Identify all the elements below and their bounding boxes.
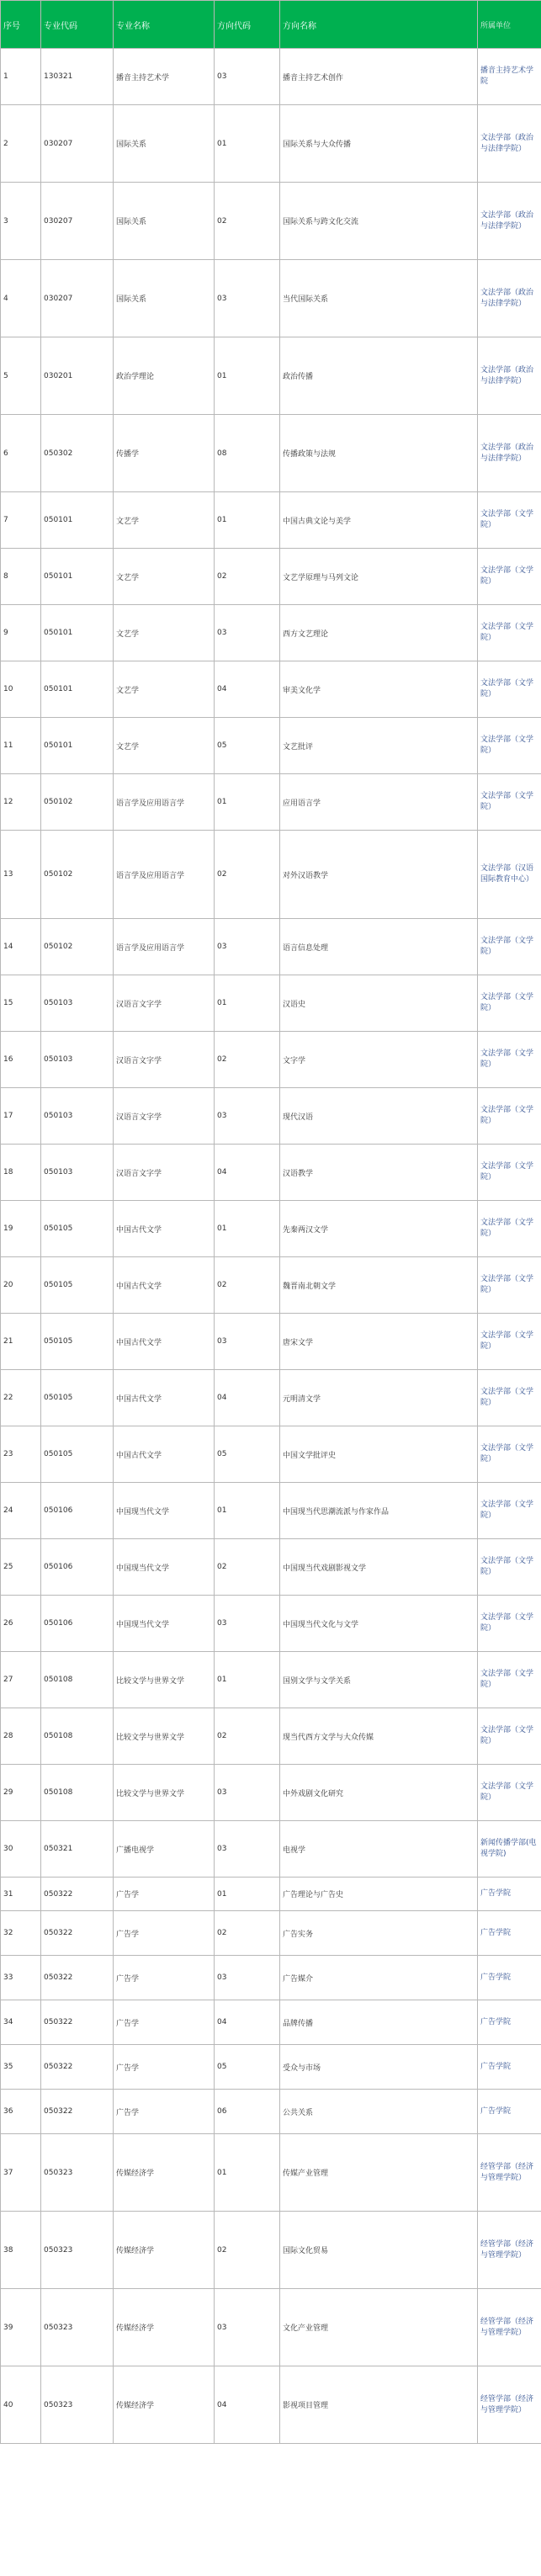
cell-unit: 文法学部（政治与法律学院） bbox=[478, 260, 541, 337]
cell-direction-code: 02 bbox=[215, 2212, 280, 2289]
cell-major-name: 文艺学 bbox=[114, 549, 215, 605]
cell-seq: 17 bbox=[1, 1088, 41, 1145]
cell-direction-code: 03 bbox=[215, 1765, 280, 1821]
cell-major-code: 050101 bbox=[41, 549, 114, 605]
cell-major-code: 030207 bbox=[41, 183, 114, 260]
cell-seq: 20 bbox=[1, 1257, 41, 1314]
cell-direction-name: 传播政策与法规 bbox=[280, 415, 478, 492]
cell-major-code: 050322 bbox=[41, 2090, 114, 2134]
cell-direction-code: 05 bbox=[215, 1426, 280, 1483]
cell-seq: 23 bbox=[1, 1426, 41, 1483]
cell-major-code: 050101 bbox=[41, 605, 114, 661]
cell-unit: 广告学院 bbox=[478, 2045, 541, 2090]
cell-unit: 文法学部（文学院） bbox=[478, 1483, 541, 1539]
cell-seq: 4 bbox=[1, 260, 41, 337]
cell-direction-name: 公共关系 bbox=[280, 2090, 478, 2134]
cell-direction-code: 06 bbox=[215, 2090, 280, 2134]
cell-unit: 文法学部（文学院） bbox=[478, 1765, 541, 1821]
cell-direction-code: 04 bbox=[215, 2000, 280, 2045]
cell-major-name: 比较文学与世界文学 bbox=[114, 1708, 215, 1765]
cell-major-code: 050323 bbox=[41, 2212, 114, 2289]
cell-major-name: 国际关系 bbox=[114, 105, 215, 183]
cell-direction-name: 西方文艺理论 bbox=[280, 605, 478, 661]
cell-unit: 广告学院 bbox=[478, 2090, 541, 2134]
cell-major-code: 050106 bbox=[41, 1596, 114, 1652]
cell-direction-name: 文字学 bbox=[280, 1032, 478, 1088]
cell-major-code: 050321 bbox=[41, 1821, 114, 1878]
table-row bbox=[1, 1539, 541, 1596]
cell-unit: 广告学院 bbox=[478, 1911, 541, 1956]
table-row bbox=[1, 337, 541, 415]
cell-major-code: 050103 bbox=[41, 1145, 114, 1201]
cell-seq: 9 bbox=[1, 605, 41, 661]
cell-major-code: 030207 bbox=[41, 260, 114, 337]
table-row bbox=[1, 2134, 541, 2212]
cell-direction-name: 国际关系与跨文化交流 bbox=[280, 183, 478, 260]
cell-direction-name: 传媒产业管理 bbox=[280, 2134, 478, 2212]
cell-seq: 10 bbox=[1, 661, 41, 718]
cell-major-code: 050322 bbox=[41, 1956, 114, 2000]
cell-direction-code: 03 bbox=[215, 1596, 280, 1652]
cell-direction-name: 现代汉语 bbox=[280, 1088, 478, 1145]
cell-unit: 广告学院 bbox=[478, 2000, 541, 2045]
cell-seq: 40 bbox=[1, 2366, 41, 2444]
cell-major-code: 050323 bbox=[41, 2289, 114, 2366]
cell-major-code: 050108 bbox=[41, 1708, 114, 1765]
cell-direction-code: 04 bbox=[215, 1370, 280, 1426]
cell-direction-code: 01 bbox=[215, 975, 280, 1032]
cell-direction-name: 电视学 bbox=[280, 1821, 478, 1878]
cell-major-code: 050108 bbox=[41, 1652, 114, 1708]
cell-major-name: 传媒经济学 bbox=[114, 2212, 215, 2289]
cell-unit: 文法学部（文学院） bbox=[478, 661, 541, 718]
cell-unit: 经管学部（经济与管理学院） bbox=[478, 2289, 541, 2366]
cell-major-code: 050105 bbox=[41, 1426, 114, 1483]
cell-seq: 27 bbox=[1, 1652, 41, 1708]
cell-seq: 6 bbox=[1, 415, 41, 492]
cell-major-name: 文艺学 bbox=[114, 718, 215, 774]
cell-major-name: 传媒经济学 bbox=[114, 2289, 215, 2366]
cell-direction-name: 先秦两汉文学 bbox=[280, 1201, 478, 1257]
cell-major-name: 汉语言文字学 bbox=[114, 1032, 215, 1088]
cell-direction-code: 01 bbox=[215, 1652, 280, 1708]
cell-major-code: 050105 bbox=[41, 1257, 114, 1314]
cell-direction-code: 01 bbox=[215, 1201, 280, 1257]
cell-direction-name: 现当代西方文学与大众传媒 bbox=[280, 1708, 478, 1765]
cell-major-name: 文艺学 bbox=[114, 492, 215, 549]
cell-seq: 13 bbox=[1, 831, 41, 919]
cell-direction-name: 元明清文学 bbox=[280, 1370, 478, 1426]
cell-unit: 文法学部（文学院） bbox=[478, 1596, 541, 1652]
table-row bbox=[1, 415, 541, 492]
cell-unit: 文法学部（文学院） bbox=[478, 774, 541, 831]
cell-major-code: 050106 bbox=[41, 1539, 114, 1596]
table-row bbox=[1, 1911, 541, 1956]
table-row bbox=[1, 492, 541, 549]
table-row bbox=[1, 718, 541, 774]
cell-unit: 文法学部（文学院） bbox=[478, 492, 541, 549]
cell-seq: 14 bbox=[1, 919, 41, 975]
cell-direction-code: 03 bbox=[215, 919, 280, 975]
cell-major-code: 050102 bbox=[41, 774, 114, 831]
cell-direction-code: 03 bbox=[215, 2289, 280, 2366]
cell-direction-code: 03 bbox=[215, 260, 280, 337]
cell-direction-name: 受众与市场 bbox=[280, 2045, 478, 2090]
cell-major-code: 050103 bbox=[41, 975, 114, 1032]
cell-major-name: 汉语言文字学 bbox=[114, 1145, 215, 1201]
cell-unit: 文法学部（文学院） bbox=[478, 1314, 541, 1370]
table-row bbox=[1, 975, 541, 1032]
cell-major-code: 130321 bbox=[41, 49, 114, 105]
cell-direction-code: 01 bbox=[215, 2134, 280, 2212]
header-direction-code: 方向代码 bbox=[215, 1, 280, 49]
cell-seq: 32 bbox=[1, 1911, 41, 1956]
cell-seq: 11 bbox=[1, 718, 41, 774]
cell-direction-name: 国际文化贸易 bbox=[280, 2212, 478, 2289]
cell-major-code: 050322 bbox=[41, 1878, 114, 1911]
table-row bbox=[1, 1956, 541, 2000]
cell-unit: 文法学部（文学院） bbox=[478, 1539, 541, 1596]
cell-unit: 文法学部（文学院） bbox=[478, 1145, 541, 1201]
cell-direction-name: 文化产业管理 bbox=[280, 2289, 478, 2366]
cell-unit: 文法学部（文学院） bbox=[478, 718, 541, 774]
cell-major-code: 030201 bbox=[41, 337, 114, 415]
cell-unit: 文法学部（文学院） bbox=[478, 549, 541, 605]
cell-major-name: 比较文学与世界文学 bbox=[114, 1652, 215, 1708]
cell-unit: 文法学部（文学院） bbox=[478, 1032, 541, 1088]
cell-seq: 7 bbox=[1, 492, 41, 549]
table-row bbox=[1, 2000, 541, 2045]
table-row bbox=[1, 105, 541, 183]
cell-unit: 经管学部（经济与管理学院） bbox=[478, 2212, 541, 2289]
cell-major-name: 中国古代文学 bbox=[114, 1201, 215, 1257]
cell-major-code: 050106 bbox=[41, 1483, 114, 1539]
cell-seq: 21 bbox=[1, 1314, 41, 1370]
cell-major-name: 广告学 bbox=[114, 1956, 215, 2000]
cell-unit: 文法学部（文学院） bbox=[478, 1652, 541, 1708]
cell-seq: 25 bbox=[1, 1539, 41, 1596]
cell-seq: 31 bbox=[1, 1878, 41, 1911]
cell-major-code: 030207 bbox=[41, 105, 114, 183]
cell-major-name: 比较文学与世界文学 bbox=[114, 1765, 215, 1821]
cell-unit: 广告学院 bbox=[478, 1956, 541, 2000]
cell-major-code: 050302 bbox=[41, 415, 114, 492]
table-row bbox=[1, 1596, 541, 1652]
table-row bbox=[1, 49, 541, 105]
cell-unit: 文法学部（政治与法律学院） bbox=[478, 183, 541, 260]
cell-direction-name: 当代国际关系 bbox=[280, 260, 478, 337]
cell-major-code: 050105 bbox=[41, 1370, 114, 1426]
cell-direction-name: 文艺批评 bbox=[280, 718, 478, 774]
cell-direction-name: 对外汉语教学 bbox=[280, 831, 478, 919]
table-row bbox=[1, 605, 541, 661]
cell-direction-name: 政治传播 bbox=[280, 337, 478, 415]
cell-unit: 经管学部（经济与管理学院） bbox=[478, 2366, 541, 2444]
table-row bbox=[1, 661, 541, 718]
cell-major-code: 050323 bbox=[41, 2134, 114, 2212]
cell-unit: 新闻传播学部(电视学院) bbox=[478, 1821, 541, 1878]
cell-direction-code: 02 bbox=[215, 1708, 280, 1765]
cell-seq: 37 bbox=[1, 2134, 41, 2212]
cell-unit: 文法学部（汉语国际教育中心） bbox=[478, 831, 541, 919]
cell-direction-name: 中国现当代文化与文学 bbox=[280, 1596, 478, 1652]
cell-major-name: 广告学 bbox=[114, 2045, 215, 2090]
cell-major-name: 中国古代文学 bbox=[114, 1257, 215, 1314]
cell-major-name: 中国现当代文学 bbox=[114, 1483, 215, 1539]
cell-seq: 36 bbox=[1, 2090, 41, 2134]
cell-direction-code: 02 bbox=[215, 549, 280, 605]
table-row bbox=[1, 260, 541, 337]
cell-major-name: 广告学 bbox=[114, 1911, 215, 1956]
cell-direction-code: 01 bbox=[215, 1878, 280, 1911]
cell-direction-code: 03 bbox=[215, 1314, 280, 1370]
cell-unit: 文法学部（政治与法律学院） bbox=[478, 337, 541, 415]
cell-major-name: 中国现当代文学 bbox=[114, 1539, 215, 1596]
cell-seq: 30 bbox=[1, 1821, 41, 1878]
table-row bbox=[1, 2289, 541, 2366]
cell-major-code: 050101 bbox=[41, 718, 114, 774]
cell-major-name: 文艺学 bbox=[114, 661, 215, 718]
cell-direction-code: 04 bbox=[215, 1145, 280, 1201]
cell-seq: 39 bbox=[1, 2289, 41, 2366]
cell-major-code: 050322 bbox=[41, 2045, 114, 2090]
cell-unit: 播音主持艺术学院 bbox=[478, 49, 541, 105]
cell-direction-code: 02 bbox=[215, 183, 280, 260]
cell-unit: 文法学部（文学院） bbox=[478, 605, 541, 661]
cell-direction-code: 02 bbox=[215, 831, 280, 919]
cell-direction-name: 广告实务 bbox=[280, 1911, 478, 1956]
cell-seq: 12 bbox=[1, 774, 41, 831]
cell-major-name: 语言学及应用语言学 bbox=[114, 774, 215, 831]
cell-seq: 34 bbox=[1, 2000, 41, 2045]
cell-direction-name: 播音主持艺术创作 bbox=[280, 49, 478, 105]
cell-unit: 文法学部（文学院） bbox=[478, 1708, 541, 1765]
cell-major-code: 050322 bbox=[41, 2000, 114, 2045]
header-seq: 序号 bbox=[1, 1, 41, 49]
cell-direction-code: 01 bbox=[215, 1483, 280, 1539]
cell-direction-name: 文艺学原理与马列文论 bbox=[280, 549, 478, 605]
table-row bbox=[1, 2366, 541, 2444]
cell-major-code: 050101 bbox=[41, 492, 114, 549]
cell-major-name: 政治学理论 bbox=[114, 337, 215, 415]
cell-direction-name: 中国现当代思潮流派与作家作品 bbox=[280, 1483, 478, 1539]
cell-seq: 33 bbox=[1, 1956, 41, 2000]
cell-major-code: 050105 bbox=[41, 1201, 114, 1257]
cell-direction-code: 01 bbox=[215, 492, 280, 549]
table-row bbox=[1, 2045, 541, 2090]
cell-major-code: 050102 bbox=[41, 919, 114, 975]
cell-major-code: 050103 bbox=[41, 1088, 114, 1145]
cell-major-code: 050101 bbox=[41, 661, 114, 718]
cell-major-name: 广播电视学 bbox=[114, 1821, 215, 1878]
cell-direction-code: 04 bbox=[215, 2366, 280, 2444]
table-row bbox=[1, 774, 541, 831]
table-row bbox=[1, 1088, 541, 1145]
cell-major-name: 中国古代文学 bbox=[114, 1370, 215, 1426]
table-row bbox=[1, 1765, 541, 1821]
cell-direction-code: 01 bbox=[215, 337, 280, 415]
cell-major-name: 中国古代文学 bbox=[114, 1426, 215, 1483]
header-row bbox=[1, 1, 541, 49]
cell-seq: 2 bbox=[1, 105, 41, 183]
cell-major-name: 广告学 bbox=[114, 1878, 215, 1911]
cell-seq: 8 bbox=[1, 549, 41, 605]
header-major-code: 专业代码 bbox=[41, 1, 114, 49]
cell-direction-code: 01 bbox=[215, 105, 280, 183]
table-row bbox=[1, 1878, 541, 1911]
cell-seq: 38 bbox=[1, 2212, 41, 2289]
cell-direction-code: 05 bbox=[215, 2045, 280, 2090]
cell-major-name: 中国古代文学 bbox=[114, 1314, 215, 1370]
header-major-name: 专业名称 bbox=[114, 1, 215, 49]
table-row bbox=[1, 1708, 541, 1765]
cell-unit: 广告学院 bbox=[478, 1878, 541, 1911]
cell-unit: 文法学部（文学院） bbox=[478, 975, 541, 1032]
cell-unit: 文法学部（文学院） bbox=[478, 1370, 541, 1426]
cell-direction-name: 中国现当代戏剧影视文学 bbox=[280, 1539, 478, 1596]
cell-unit: 经管学部（经济与管理学院） bbox=[478, 2134, 541, 2212]
cell-seq: 28 bbox=[1, 1708, 41, 1765]
cell-direction-name: 审美文化学 bbox=[280, 661, 478, 718]
cell-direction-code: 03 bbox=[215, 1088, 280, 1145]
cell-seq: 24 bbox=[1, 1483, 41, 1539]
cell-seq: 5 bbox=[1, 337, 41, 415]
table-body bbox=[1, 49, 541, 2444]
cell-major-code: 050105 bbox=[41, 1314, 114, 1370]
cell-direction-name: 中国古典文论与美学 bbox=[280, 492, 478, 549]
cell-major-name: 广告学 bbox=[114, 2000, 215, 2045]
cell-unit: 文法学部（政治与法律学院） bbox=[478, 105, 541, 183]
header-unit: 所属单位 bbox=[478, 1, 541, 49]
cell-seq: 29 bbox=[1, 1765, 41, 1821]
cell-direction-code: 05 bbox=[215, 718, 280, 774]
cell-seq: 18 bbox=[1, 1145, 41, 1201]
table-row bbox=[1, 183, 541, 260]
cell-major-code: 050108 bbox=[41, 1765, 114, 1821]
cell-unit: 文法学部（政治与法律学院） bbox=[478, 415, 541, 492]
table-row bbox=[1, 1201, 541, 1257]
cell-major-code: 050102 bbox=[41, 831, 114, 919]
cell-direction-name: 中外戏剧文化研究 bbox=[280, 1765, 478, 1821]
cell-direction-name: 广告媒介 bbox=[280, 1956, 478, 2000]
cell-major-name: 播音主持艺术学 bbox=[114, 49, 215, 105]
cell-major-code: 050103 bbox=[41, 1032, 114, 1088]
cell-unit: 文法学部（文学院） bbox=[478, 1201, 541, 1257]
cell-direction-name: 唐宋文学 bbox=[280, 1314, 478, 1370]
table-row bbox=[1, 549, 541, 605]
cell-major-name: 语言学及应用语言学 bbox=[114, 831, 215, 919]
cell-seq: 26 bbox=[1, 1596, 41, 1652]
cell-direction-name: 影视项目管理 bbox=[280, 2366, 478, 2444]
cell-direction-name: 语言信息处理 bbox=[280, 919, 478, 975]
cell-unit: 文法学部（文学院） bbox=[478, 1088, 541, 1145]
cell-major-name: 汉语言文字学 bbox=[114, 1088, 215, 1145]
table-row bbox=[1, 1257, 541, 1314]
cell-direction-name: 汉语教学 bbox=[280, 1145, 478, 1201]
cell-direction-name: 广告理论与广告史 bbox=[280, 1878, 478, 1911]
cell-direction-name: 汉语史 bbox=[280, 975, 478, 1032]
table-row bbox=[1, 919, 541, 975]
table-row bbox=[1, 1370, 541, 1426]
cell-direction-code: 02 bbox=[215, 1539, 280, 1596]
cell-direction-code: 08 bbox=[215, 415, 280, 492]
cell-seq: 35 bbox=[1, 2045, 41, 2090]
cell-major-name: 汉语言文字学 bbox=[114, 975, 215, 1032]
cell-direction-name: 魏晋南北朝文学 bbox=[280, 1257, 478, 1314]
cell-major-name: 中国现当代文学 bbox=[114, 1596, 215, 1652]
cell-direction-code: 02 bbox=[215, 1911, 280, 1956]
table-row bbox=[1, 1032, 541, 1088]
cell-direction-name: 中国文学批评史 bbox=[280, 1426, 478, 1483]
table-row bbox=[1, 1652, 541, 1708]
cell-major-name: 广告学 bbox=[114, 2090, 215, 2134]
table-row bbox=[1, 1483, 541, 1539]
table-row bbox=[1, 2090, 541, 2134]
cell-direction-name: 品牌传播 bbox=[280, 2000, 478, 2045]
cell-unit: 文法学部（文学院） bbox=[478, 919, 541, 975]
cell-major-name: 传媒经济学 bbox=[114, 2134, 215, 2212]
table-row bbox=[1, 2212, 541, 2289]
cell-direction-name: 国际关系与大众传播 bbox=[280, 105, 478, 183]
header-direction-name: 方向名称 bbox=[280, 1, 478, 49]
table-row bbox=[1, 1314, 541, 1370]
cell-major-name: 国际关系 bbox=[114, 260, 215, 337]
cell-unit: 文法学部（文学院） bbox=[478, 1426, 541, 1483]
cell-major-name: 国际关系 bbox=[114, 183, 215, 260]
cell-major-name: 传播学 bbox=[114, 415, 215, 492]
cell-major-code: 050323 bbox=[41, 2366, 114, 2444]
cell-direction-code: 03 bbox=[215, 49, 280, 105]
cell-seq: 15 bbox=[1, 975, 41, 1032]
cell-major-code: 050322 bbox=[41, 1911, 114, 1956]
table-row bbox=[1, 1821, 541, 1878]
cell-seq: 22 bbox=[1, 1370, 41, 1426]
cell-direction-code: 01 bbox=[215, 774, 280, 831]
cell-seq: 1 bbox=[1, 49, 41, 105]
cell-direction-code: 03 bbox=[215, 1821, 280, 1878]
table-row bbox=[1, 1145, 541, 1201]
cell-seq: 16 bbox=[1, 1032, 41, 1088]
cell-direction-name: 应用语言学 bbox=[280, 774, 478, 831]
cell-direction-code: 04 bbox=[215, 661, 280, 718]
cell-direction-code: 03 bbox=[215, 1956, 280, 2000]
cell-major-name: 语言学及应用语言学 bbox=[114, 919, 215, 975]
cell-seq: 19 bbox=[1, 1201, 41, 1257]
cell-direction-code: 02 bbox=[215, 1257, 280, 1314]
table-row bbox=[1, 831, 541, 919]
cell-major-name: 传媒经济学 bbox=[114, 2366, 215, 2444]
cell-direction-code: 02 bbox=[215, 1032, 280, 1088]
cell-major-name: 文艺学 bbox=[114, 605, 215, 661]
cell-direction-code: 03 bbox=[215, 605, 280, 661]
cell-seq: 3 bbox=[1, 183, 41, 260]
cell-direction-name: 国别文学与文学关系 bbox=[280, 1652, 478, 1708]
table-row bbox=[1, 1426, 541, 1483]
cell-unit: 文法学部（文学院） bbox=[478, 1257, 541, 1314]
